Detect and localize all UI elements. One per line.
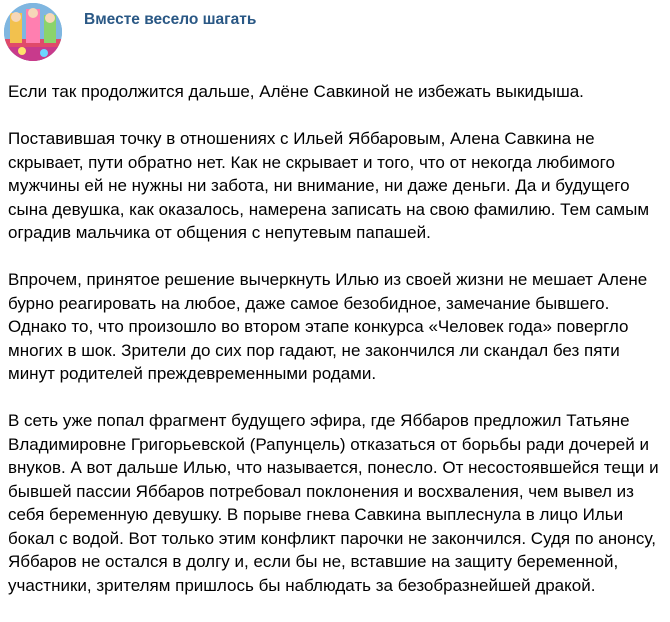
post-paragraph [8, 409, 668, 597]
post-paragraph [8, 268, 668, 386]
text-line: участники, зрителям пришлось бы наблюдать за безобразнейшей дракой. [8, 575, 596, 595]
text-line: оградив мальчика от общения с непутевым папашей. [8, 223, 431, 242]
text-line: Однако то, что произошло во втором этапе конкурса «Человек года» повергло [8, 317, 629, 336]
text-line: минут родителей преждевременными родами. [8, 364, 377, 383]
text-line: Владимировне Григорьевской (Рапунцель) отказаться от борьбы ради дочерей и [8, 434, 649, 454]
group-name-link[interactable]: Вместе весело шагать [84, 11, 257, 28]
text-line: бывшей пассии Яббаров потребовал поклонения и восхваления, чем вывел из [8, 481, 634, 501]
text-line: бурно реагировать на любое, даже самое безобидное, замечание бывшего. [8, 293, 610, 313]
text-line: мужчины ей не нужны ни забота, ни внимание, ни даже деньги. Да и будущего [8, 176, 630, 195]
text-line: бокал с водой. Вот только этим конфликт парочки не закончился. Судя по анонсу, [8, 528, 656, 548]
text-line: внуков. А вот дальше Илью, что называется, понесло. От несостоявшейся тещи и [8, 458, 659, 477]
text-line: В сеть уже попал фрагмент будущего эфира, где Яббаров предложил Татьяне [8, 411, 630, 430]
text-line: Если так продолжится дальше, Алёне Савкиной не избежать выкидыша. [8, 82, 584, 101]
post-paragraph [8, 127, 668, 245]
group-avatar[interactable] [4, 3, 62, 61]
text-line: Поставившая точку в отношениях с Ильей Яббаровым, Алена Савкина не [8, 129, 595, 148]
text-line: скрывает, пути обратно нет. Как не скрывает и того, что от некогда любимого [8, 152, 615, 172]
text-line: Впрочем, принятое решение вычеркнуть Илью из своей жизни не мешает Алене [8, 270, 648, 289]
group-avatar-icon [4, 3, 62, 61]
text-line: сына девушка, как оказалось, намерена записать на свою фамилию. Тем самым [8, 199, 650, 219]
text-line: многих в шок. Зрители до сих пор гадают, не закончился ли скандал без пяти [8, 340, 620, 360]
text-line: себя беременную девушку. В порыве гнева Савкина выплеснула в лицо Ильи [8, 505, 624, 524]
post-paragraph [8, 80, 668, 104]
post-text [8, 80, 668, 597]
text-line: Яббаров не остался в долгу и, если бы не, вставшие на защиту беременной, [8, 552, 619, 571]
post-header [0, 0, 670, 68]
